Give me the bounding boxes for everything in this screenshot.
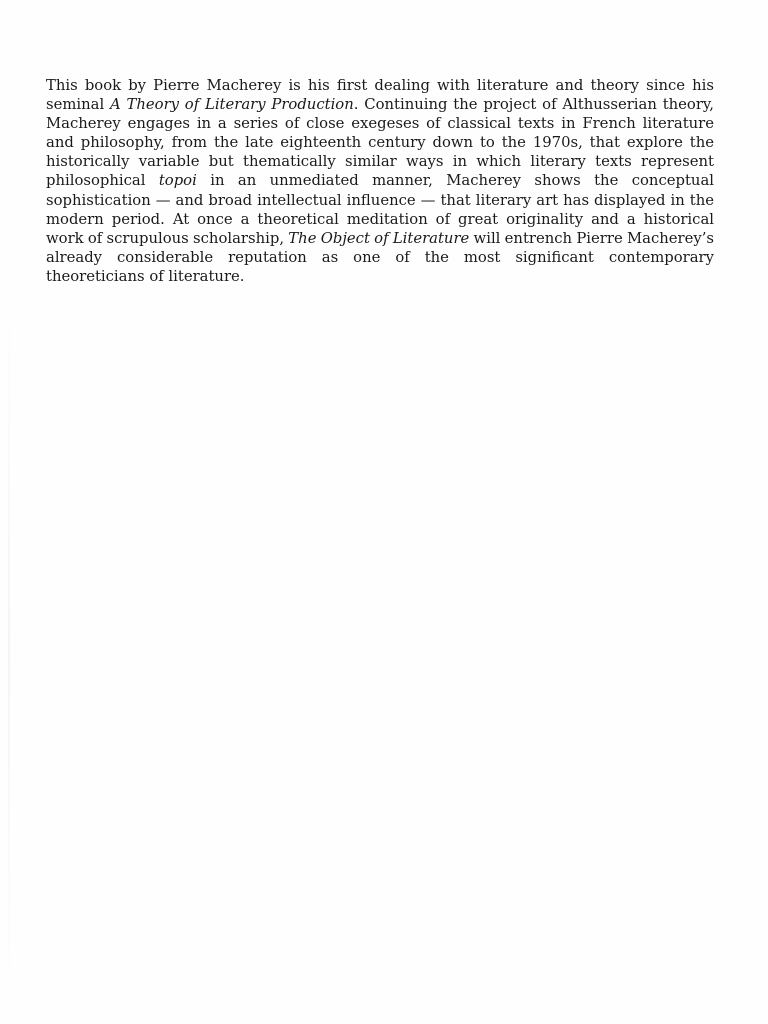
text-line [46, 248, 714, 267]
book-title-italic: A Theory of Literary Production [110, 96, 354, 114]
text-run: already considerable reputation as one of the most significant contemporary [46, 248, 714, 266]
text-line [46, 95, 714, 114]
scan-shadow [8, 300, 10, 1000]
text-run: will entrench Pierre Macherey’s [469, 229, 714, 247]
text-run: sophistication — and broad intellectual influence — that literary art has displayed in the [46, 191, 714, 209]
text-run: in an unmediated manner, Macherey shows the conceptual [196, 172, 714, 190]
text-run: Macherey engages in a series of close exegeses of classical texts in French literature [46, 115, 714, 133]
text-line [46, 191, 714, 210]
text-run: . Continuing the project of Althusserian theory, [353, 96, 715, 114]
text-line [46, 210, 714, 229]
text-line [46, 267, 714, 286]
text-run: historically variable but thematically similar ways in which literary texts represent [46, 153, 714, 171]
text-run: and philosophy, from the late eighteenth century down to the 1970s, that explore the [46, 134, 714, 152]
text-line [46, 171, 714, 190]
text-run: theoreticians of literature. [46, 267, 245, 285]
text-run: work of scrupulous scholarship, [46, 229, 289, 247]
term-italic: topoi [158, 172, 197, 190]
text-line [46, 114, 714, 133]
text-run: seminal [46, 96, 111, 114]
text-line [46, 133, 714, 152]
text-line [46, 229, 714, 248]
text-line [46, 152, 714, 171]
text-run: This book by Pierre Macherey is his first dealing with literature and theory since his [46, 77, 714, 94]
text-run: philosophical [46, 172, 159, 190]
book-title-italic: The Object of Literature [288, 229, 470, 247]
text-run: modern period. At once a theoretical meditation of great originality and a historical [46, 210, 714, 228]
book-description [46, 76, 714, 286]
text-line [46, 76, 714, 95]
